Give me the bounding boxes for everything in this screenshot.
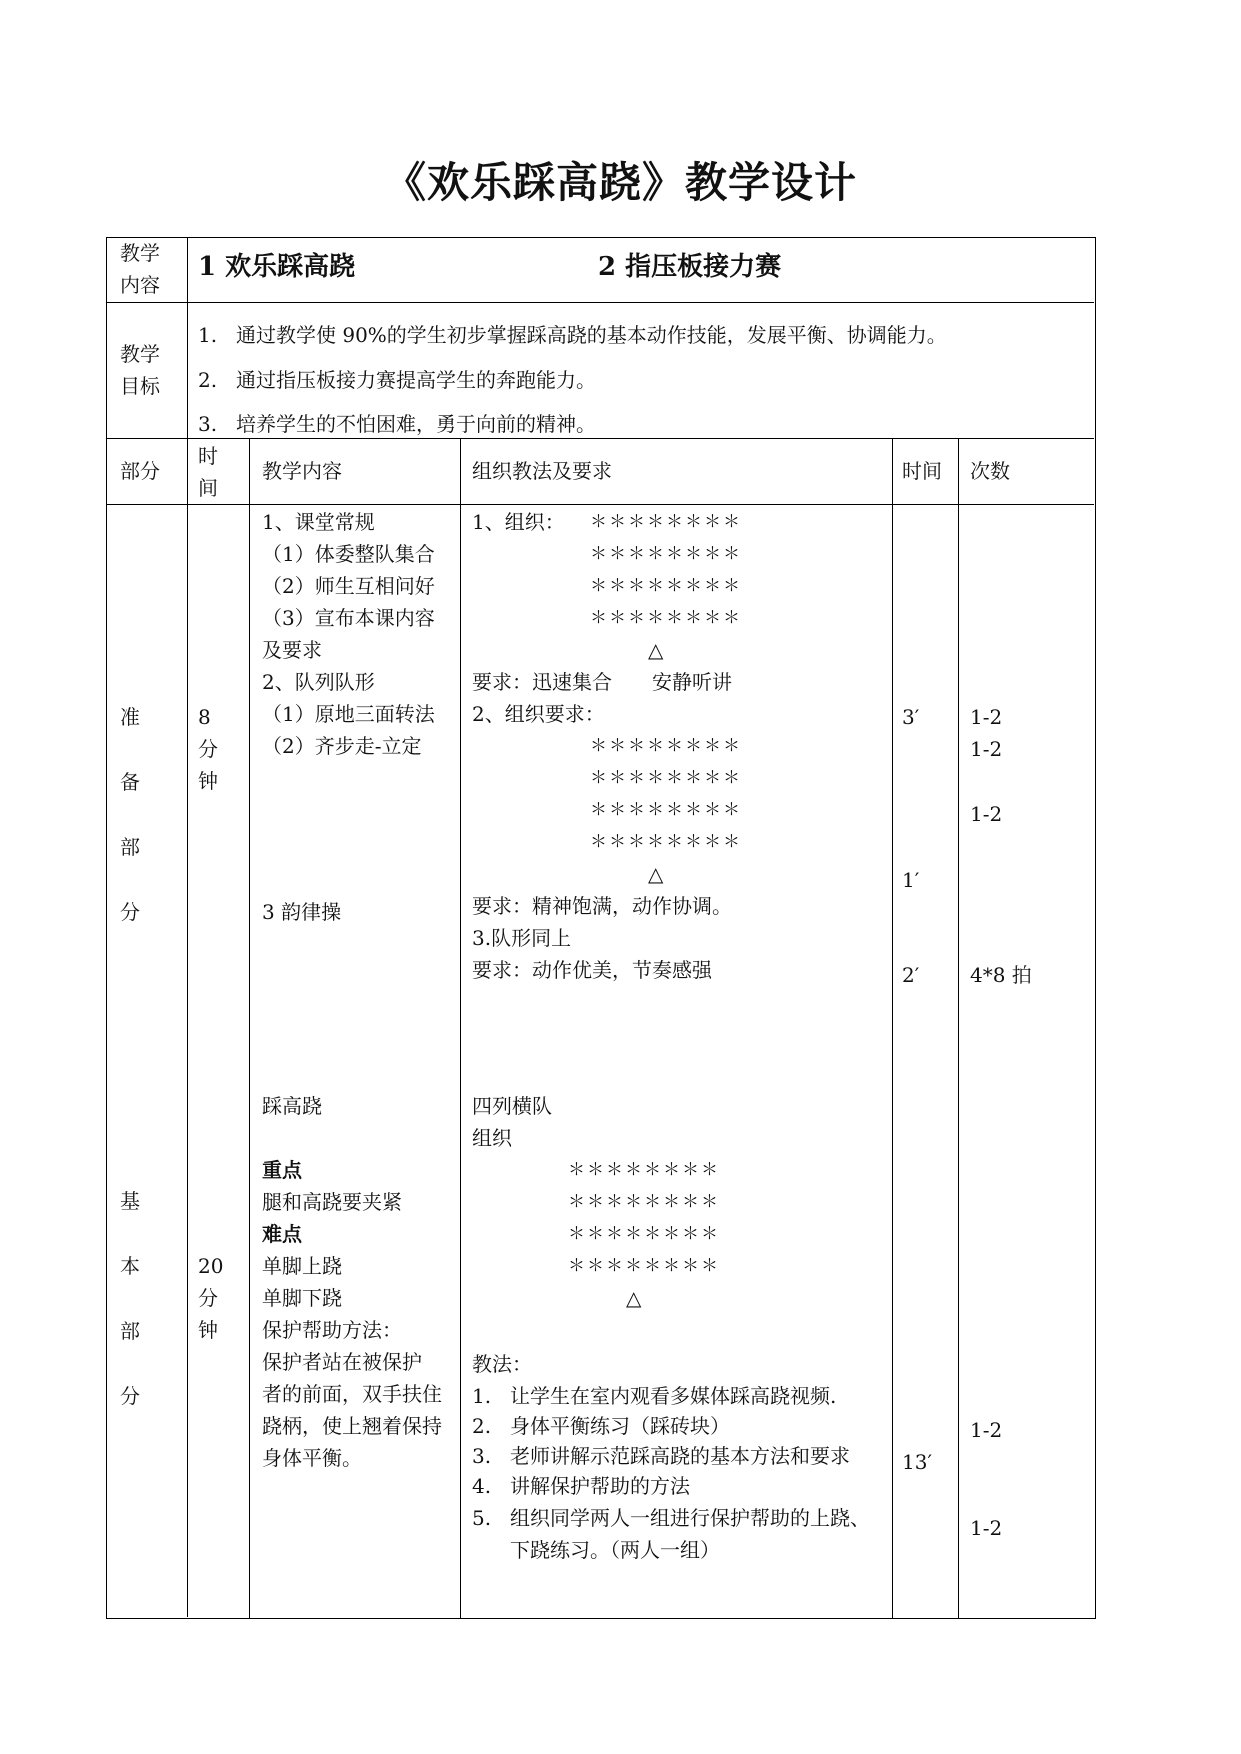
student-formation-row: ＊＊＊＊＊＊＊＊ <box>590 768 742 788</box>
student-formation-row: ＊＊＊＊＊＊＊＊ <box>590 800 742 820</box>
org-note: 3.队形同上 <box>472 926 572 950</box>
requirement: 要求：动作优美，节奏感强 <box>472 958 712 982</box>
content-line: 身体平衡。 <box>262 1446 362 1470</box>
time-char: 20 <box>198 1254 224 1278</box>
method-text: 身体平衡练习（踩砖块） <box>510 1414 730 1438</box>
time-char: 钟 <box>198 1318 218 1342</box>
count-value: 4*8 拍 <box>970 963 1032 987</box>
row-divider <box>106 302 1094 303</box>
student-formation-row: ＊＊＊＊＊＊＊＊ <box>590 608 742 628</box>
count-value: 1-2 <box>970 1516 1003 1540</box>
content-line: 跷柄，使上翘着保持 <box>262 1414 442 1438</box>
content-line: 及要求 <box>262 638 322 662</box>
goals-row-label: 目标 <box>120 374 160 398</box>
method-number: 3. <box>472 1444 492 1468</box>
content-line: 保护者站在被保护 <box>262 1350 422 1374</box>
lesson-table <box>106 237 1096 1619</box>
content-line: （1）体委整队集合 <box>262 542 435 566</box>
count-value: 1-2 <box>970 705 1003 729</box>
method-text: 组织同学两人一组进行保护帮助的上跷、 <box>510 1506 870 1530</box>
method-number: 4. <box>472 1474 492 1498</box>
header-organization: 组织教法及要求 <box>472 459 612 483</box>
goal-text: 通过指压板接力赛提高学生的奔跑能力。 <box>236 368 596 392</box>
goals-row-label: 教学 <box>120 342 160 366</box>
lesson-item-1: 1 欢乐踩高跷 <box>198 252 356 282</box>
part-char: 备 <box>120 770 140 794</box>
column-divider <box>958 438 959 1618</box>
requirement: 要求：精神饱满，动作协调。 <box>472 894 732 918</box>
student-formation-row: ＊＊＊＊＊＊＊＊ <box>568 1160 720 1180</box>
header-duration: 时间 <box>902 459 942 483</box>
content-line: 1、课堂常规 <box>262 510 375 534</box>
goal-number: 1. <box>198 323 218 347</box>
requirement: 要求：迅速集合 安静听讲 <box>472 670 732 694</box>
content-line: （2）齐步走-立定 <box>262 734 422 758</box>
column-divider <box>892 438 893 1618</box>
key-point-label: 重点 <box>262 1158 302 1182</box>
content-line: 腿和高跷要夹紧 <box>262 1190 402 1214</box>
student-formation-row: ＊＊＊＊＊＊＊＊ <box>590 512 742 532</box>
goal-text: 通过教学使 90%的学生初步掌握踩高跷的基本动作技能，发展平衡、协调能力。 <box>236 323 947 347</box>
row-divider <box>106 504 1094 505</box>
count-value: 1-2 <box>970 737 1003 761</box>
student-formation-row: ＊＊＊＊＊＊＊＊ <box>590 576 742 596</box>
content-line: （1）原地三面转法 <box>262 702 435 726</box>
column-divider <box>460 438 461 1618</box>
content-line: 单脚上跷 <box>262 1254 342 1278</box>
method-label: 教法： <box>472 1352 532 1376</box>
teacher-triangle: △ <box>648 862 664 886</box>
method-text: 老师讲解示范踩高跷的基本方法和要求 <box>510 1444 850 1468</box>
column-divider <box>187 237 188 1617</box>
org-label: 1、组织： <box>472 510 565 534</box>
difficulty-label: 难点 <box>262 1222 302 1246</box>
content-line: （2）师生互相问好 <box>262 574 435 598</box>
method-number: 1. <box>472 1384 492 1408</box>
content-line: 踩高跷 <box>262 1094 322 1118</box>
goal-number: 3. <box>198 412 218 436</box>
student-formation-row: ＊＊＊＊＊＊＊＊ <box>590 544 742 564</box>
time-char: 钟 <box>198 769 218 793</box>
time-char: 8 <box>198 705 211 729</box>
part-char: 部 <box>120 1319 140 1343</box>
student-formation-row: ＊＊＊＊＊＊＊＊ <box>568 1256 720 1276</box>
org-label: 组织 <box>472 1126 512 1150</box>
method-number: 2. <box>472 1414 492 1438</box>
content-line: 2、队列队形 <box>262 670 375 694</box>
student-formation-row: ＊＊＊＊＊＊＊＊ <box>568 1192 720 1212</box>
lesson-item-2: 2 指压板接力赛 <box>598 252 782 282</box>
count-value: 1-2 <box>970 1418 1003 1442</box>
student-formation-row: ＊＊＊＊＊＊＊＊ <box>590 832 742 852</box>
count-value: 1-2 <box>970 802 1003 826</box>
teacher-triangle: △ <box>626 1286 642 1310</box>
content-row-label: 内容 <box>120 273 160 297</box>
part-char: 分 <box>120 900 140 924</box>
duration-value: 1′ <box>902 868 920 892</box>
teacher-triangle: △ <box>648 638 664 662</box>
student-formation-row: ＊＊＊＊＊＊＊＊ <box>568 1224 720 1244</box>
part-char: 准 <box>120 705 140 729</box>
row-divider <box>106 438 1094 439</box>
content-line: 3 韵律操 <box>262 900 342 924</box>
duration-value: 3′ <box>902 705 920 729</box>
content-line: 单脚下跷 <box>262 1286 342 1310</box>
method-text: 让学生在室内观看多媒体踩高跷视频. <box>510 1384 837 1408</box>
method-text: 讲解保护帮助的方法 <box>510 1474 690 1498</box>
org-label: 2、组织要求： <box>472 702 605 726</box>
header-count: 次数 <box>970 459 1010 483</box>
goal-text: 培养学生的不怕困难，勇于向前的精神。 <box>236 412 596 436</box>
header-content: 教学内容 <box>262 459 342 483</box>
formation-label: 四列横队 <box>472 1094 552 1118</box>
header-part: 部分 <box>120 459 160 483</box>
part-char: 分 <box>120 1384 140 1408</box>
method-number: 5. <box>472 1506 492 1530</box>
content-line: 保护帮助方法： <box>262 1318 402 1342</box>
time-char: 分 <box>198 737 218 761</box>
column-divider <box>249 438 250 1618</box>
duration-value: 2′ <box>902 963 920 987</box>
method-text: 下跷练习。（两人一组） <box>510 1538 720 1562</box>
goal-number: 2. <box>198 368 218 392</box>
header-time: 时 <box>198 444 218 468</box>
part-char: 基 <box>120 1189 140 1213</box>
page-title: 《欢乐踩高跷》教学设计 <box>383 158 857 207</box>
student-formation-row: ＊＊＊＊＊＊＊＊ <box>590 736 742 756</box>
part-char: 本 <box>120 1254 140 1278</box>
duration-value: 13′ <box>902 1450 932 1474</box>
part-char: 部 <box>120 835 140 859</box>
header-time: 间 <box>198 476 218 500</box>
content-row-label: 教学 <box>120 241 160 265</box>
content-line: （3）宣布本课内容 <box>262 606 435 630</box>
time-char: 分 <box>198 1286 218 1310</box>
content-line: 者的前面，双手扶住 <box>262 1382 442 1406</box>
